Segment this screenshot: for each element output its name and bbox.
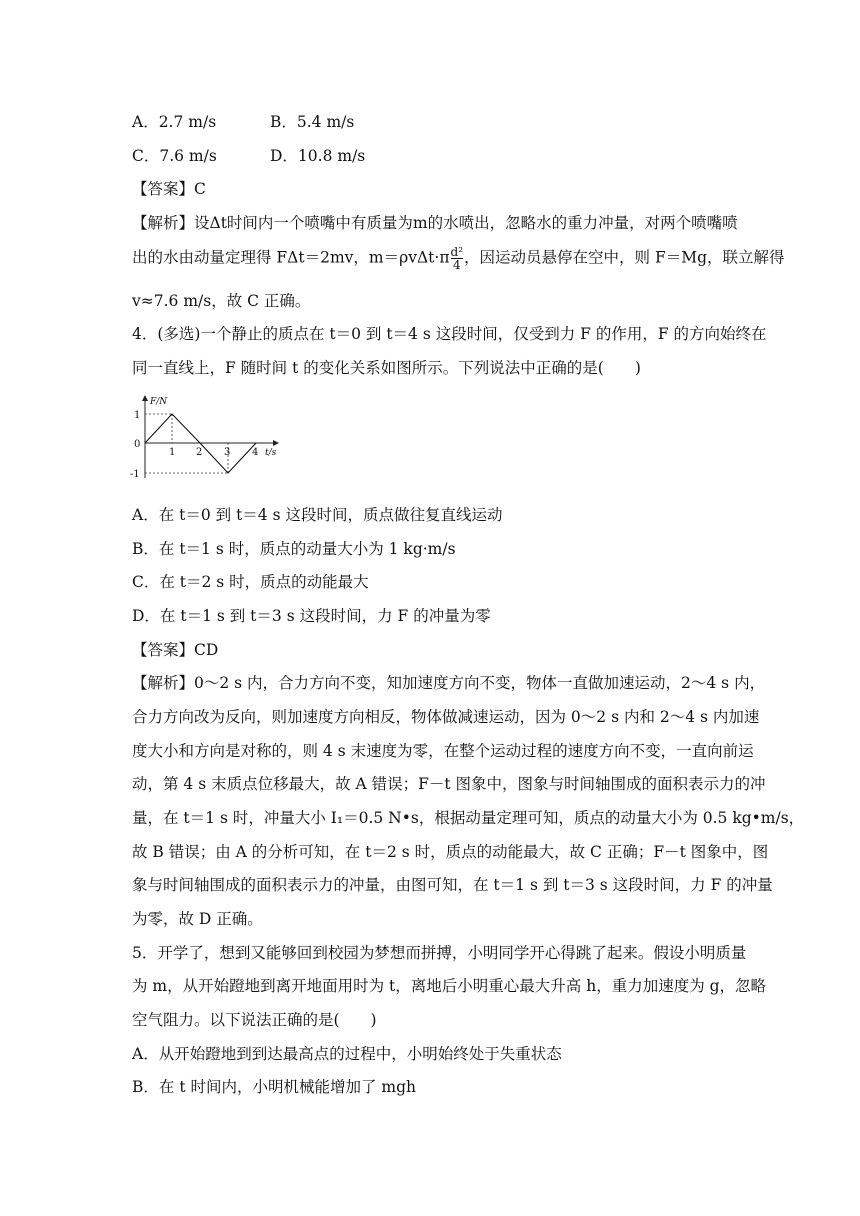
q5-option-a: A．从开始蹬地到到达最高点的过程中，小明始终处于失重状态 <box>132 1045 562 1063</box>
q3-analysis-line-2-end: ，因运动员悬停在空中，则 F＝Mg，联立解得 <box>464 248 785 267</box>
q4-analysis-line-1: 【解析】0～2 s 内，合力方向不变，知加速度方向不变，物体一直做加速运动，2～4 s 内， <box>132 674 766 692</box>
q4-answer: 【答案】CD <box>132 641 219 659</box>
q4-analysis-line-3: 度大小和方向是对称的，则 4 s 末速度为零，在整个运动过程的速度方向不变，一直向前运 <box>132 742 754 760</box>
q4-stem-line-1: 4．(多选)一个静止的质点在 t＝0 到 t＝4 s 这段时间，仅受到力 F 的作用，F 的方向始终在 <box>132 325 767 343</box>
q4-analysis-line-5: 量，在 t＝1 s 时，冲量大小 I₁＝0.5 N•s，根据动量定理可知，质点的动量大小为 0.5 kg•m/s， <box>132 809 805 827</box>
q4-analysis-line-7: 象与时间轴围成的面积表示力的冲量，由图可知，在 t＝1 s 到 t＝3 s 这段时间，力 F 的冲量 <box>132 876 773 894</box>
q4-analysis-line-4: 动，第 4 s 末质点位移最大，故 A 错误；F－t 图象中，图象与时间轴围成的面积表示力的冲 <box>132 775 766 793</box>
x-tick-3: 3 <box>224 447 231 458</box>
q3-analysis-line-3: v≈7.6 m/s，故 C 正确。 <box>132 292 311 310</box>
q3-option-a: A．2.7 m/s <box>132 113 217 131</box>
q4-option-c: C．在 t＝2 s 时，质点的动能最大 <box>132 573 369 591</box>
fraction-numerator: d² <box>450 245 464 259</box>
q3-option-d: D．10.8 m/s <box>270 147 366 165</box>
q4-stem-line-2: 同一直线上，F 随时间 t 的变化关系如图所示。下列说法中正确的是( ) <box>132 359 641 377</box>
q3-analysis-line-2-start: 出的水由动量定理得 FΔt＝2mv，m＝ρvΔt·π <box>132 248 450 267</box>
q4-analysis-line-6: 故 B 错误；由 A 的分析可知，在 t＝2 s 时，质点的动能最大，故 C 正确；F－t 图象中，图 <box>132 843 769 861</box>
q3-option-c: C．7.6 m/s <box>132 147 217 165</box>
y-tick-minus-1: -1 <box>130 469 140 480</box>
q4-option-b: B．在 t＝1 s 时，质点的动量大小为 1 kg·m/s <box>132 540 456 558</box>
y-tick-0: 0 <box>134 439 141 450</box>
x-tick-1: 1 <box>169 447 176 458</box>
y-tick-1: 1 <box>134 410 141 421</box>
q5-stem-line-1: 5．开学了，想到又能够回到校园为梦想而拼搏，小明同学开心得跳了起来。假设小明质量 <box>132 944 747 962</box>
q5-stem-line-2: 为 m，从开始蹬地到离开地面用时为 t，离地后小明重心最大升高 h，重力加速度为 g，忽略 <box>132 977 767 995</box>
x-tick-4: 4 <box>252 447 259 458</box>
q3-answer: 【答案】C <box>132 180 206 198</box>
d-squared-over-4-fraction <box>451 246 464 271</box>
q5-stem-line-3: 空气阻力。以下说法正确的是( ) <box>132 1011 377 1029</box>
force-time-graph <box>128 392 288 492</box>
q3-analysis-line-1: 【解析】设Δt时间内一个喷嘴中有质量为m的水喷出，忽略水的重力冲量，对两个喷嘴喷 <box>132 214 738 232</box>
x-axis-label: t/s <box>265 448 277 458</box>
q3-analysis-line-2 <box>132 245 785 272</box>
x-tick-2: 2 <box>196 447 203 458</box>
y-axis-label: F/N <box>150 397 168 407</box>
q4-option-d: D．在 t＝1 s 到 t＝3 s 这段时间，力 F 的冲量为零 <box>132 607 491 625</box>
q5-option-b: B．在 t 时间内，小明机械能增加了 mgh <box>132 1078 417 1096</box>
q3-option-b: B．5.4 m/s <box>270 113 355 131</box>
q4-analysis-line-8: 为零，故 D 正确。 <box>132 910 263 928</box>
fraction-denominator: 4 <box>451 258 464 271</box>
q4-analysis-line-2: 合力方向改为反向，则加速度方向相反，物体做减速运动，因为 0～2 s 内和 2～4 s 内加速 <box>132 708 760 726</box>
q4-option-a: A．在 t＝0 到 t＝4 s 这段时间，质点做往复直线运动 <box>132 506 503 524</box>
